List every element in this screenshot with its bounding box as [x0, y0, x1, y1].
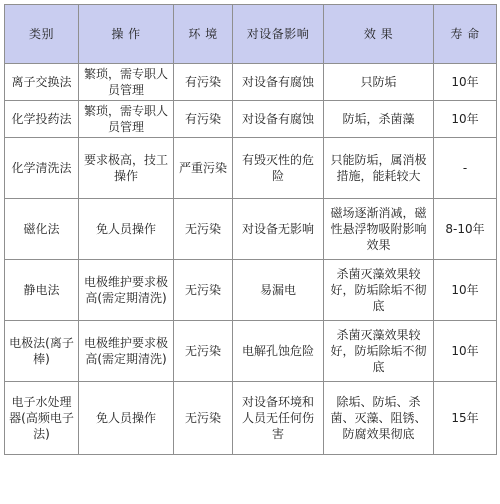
cell-equipment-impact: 易漏电 — [233, 260, 324, 321]
cell-environment: 有污染 — [174, 64, 233, 101]
cell-type: 化学投药法 — [5, 101, 79, 138]
cell-equipment-impact: 对设备无影响 — [233, 199, 324, 260]
cell-operation: 电极维护要求极高(需定期清洗) — [79, 260, 174, 321]
cell-operation: 免人员操作 — [79, 382, 174, 455]
cell-effect: 防垢，杀菌藻 — [324, 101, 434, 138]
cell-lifespan: 15年 — [434, 382, 497, 455]
cell-effect: 只能防垢，属消极措施，能耗较大 — [324, 138, 434, 199]
cell-effect: 只防垢 — [324, 64, 434, 101]
header-environment: 环 境 — [174, 5, 233, 64]
table-row — [5, 199, 497, 260]
cell-environment: 严重污染 — [174, 138, 233, 199]
cell-environment: 无污染 — [174, 260, 233, 321]
header-equipment-impact: 对设备影响 — [233, 5, 324, 64]
cell-equipment-impact: 对设备环境和人员无任何伤害 — [233, 382, 324, 455]
header-row — [5, 5, 497, 64]
cell-effect: 杀菌灭藻效果较好，防垢除垢不彻底 — [324, 260, 434, 321]
cell-effect: 杀菌灭藻效果较好，防垢除垢不彻底 — [324, 321, 434, 382]
header-lifespan: 寿 命 — [434, 5, 497, 64]
cell-environment: 无污染 — [174, 199, 233, 260]
table-row — [5, 64, 497, 101]
cell-operation: 要求极高，技工操作 — [79, 138, 174, 199]
cell-type: 静电法 — [5, 260, 79, 321]
cell-lifespan: - — [434, 138, 497, 199]
cell-lifespan: 10年 — [434, 260, 497, 321]
cell-type: 电极法(离子棒) — [5, 321, 79, 382]
cell-lifespan: 8-10年 — [434, 199, 497, 260]
cell-lifespan: 10年 — [434, 321, 497, 382]
cell-type: 磁化法 — [5, 199, 79, 260]
cell-equipment-impact: 对设备有腐蚀 — [233, 101, 324, 138]
cell-type: 离子交换法 — [5, 64, 79, 101]
cell-equipment-impact: 对设备有腐蚀 — [233, 64, 324, 101]
cell-lifespan: 10年 — [434, 101, 497, 138]
header-effect: 效 果 — [324, 5, 434, 64]
header-operation: 操 作 — [79, 5, 174, 64]
cell-operation: 繁琐，需专职人员管理 — [79, 101, 174, 138]
header-type: 类别 — [5, 5, 79, 64]
table-row — [5, 321, 497, 382]
table-row — [5, 138, 497, 199]
table-row — [5, 382, 497, 455]
cell-operation: 繁琐，需专职人员管理 — [79, 64, 174, 101]
cell-environment: 无污染 — [174, 382, 233, 455]
cell-operation: 电极维护要求极高(需定期清洗) — [79, 321, 174, 382]
cell-effect: 磁场逐渐消减，磁性悬浮物吸附影响效果 — [324, 199, 434, 260]
cell-equipment-impact: 电解孔蚀危险 — [233, 321, 324, 382]
cell-environment: 有污染 — [174, 101, 233, 138]
cell-type: 化学清洗法 — [5, 138, 79, 199]
table-row — [5, 260, 497, 321]
cell-type: 电子水处理器(高频电子法) — [5, 382, 79, 455]
cell-operation: 免人员操作 — [79, 199, 174, 260]
comparison-table — [4, 4, 497, 455]
cell-environment: 无污染 — [174, 321, 233, 382]
table-row — [5, 101, 497, 138]
cell-lifespan: 10年 — [434, 64, 497, 101]
cell-effect: 除垢、防垢、杀菌、灭藻、阻锈、防腐效果彻底 — [324, 382, 434, 455]
cell-equipment-impact: 有毁灭性的危险 — [233, 138, 324, 199]
